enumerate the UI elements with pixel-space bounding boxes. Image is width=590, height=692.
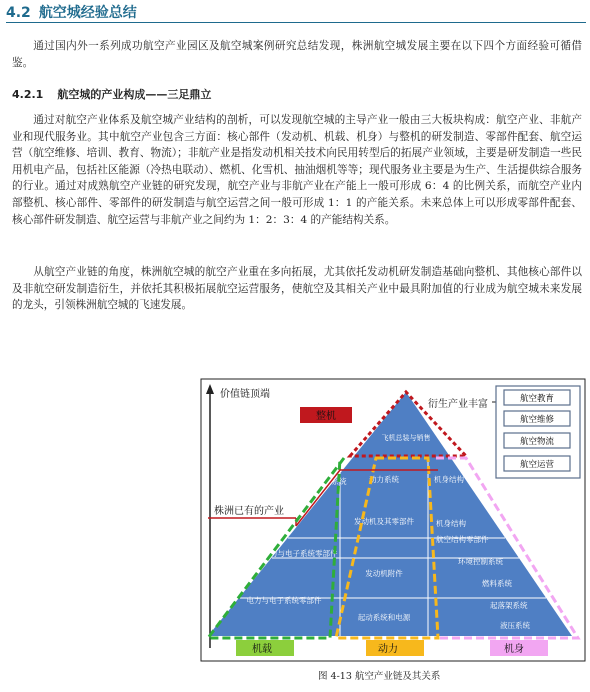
service-label: 航空运营 bbox=[519, 460, 555, 470]
service-label: 航空教育 bbox=[519, 394, 555, 404]
industry-chain-figure bbox=[200, 378, 586, 662]
right-label: 液压系统 bbox=[500, 621, 530, 630]
subsection-number: 4.2.1 bbox=[12, 88, 44, 101]
middle-label: 发动机及其零部件 bbox=[354, 517, 414, 526]
service-label: 航空维修 bbox=[519, 415, 555, 425]
jizai-label: 机载 bbox=[252, 644, 272, 655]
service-label: 航空物流 bbox=[519, 437, 555, 447]
left-label: 电力与电子系统零部件 bbox=[246, 596, 322, 605]
right-label: 起落架系统 bbox=[490, 601, 528, 610]
jishen-label: 机身 bbox=[504, 644, 524, 655]
zhengji-label: 整机 bbox=[316, 411, 336, 422]
apex-label: 飞机总装与销售 bbox=[381, 434, 431, 442]
subsection-heading bbox=[12, 86, 211, 102]
intro-paragraph: 通过国内外一系列成功航空产业园区及航空城案例研究总结发现，株洲航空城发展主要在以下四个方面经验可循借鉴。 bbox=[12, 40, 582, 69]
subsection-title: 航空城的产业构成——三足鼎立 bbox=[57, 88, 212, 101]
section-number: 4.2 bbox=[6, 5, 31, 21]
right-label: 机身结构 bbox=[434, 475, 464, 484]
section-heading bbox=[6, 2, 586, 23]
right-label: 机身结构 bbox=[436, 519, 466, 528]
right-label: 航空结构零部件 bbox=[436, 535, 489, 544]
right-label: 环境控制系统 bbox=[458, 557, 503, 566]
middle-label: 起动系统和电源 bbox=[357, 613, 411, 622]
derived-label: 衍生产业丰富 bbox=[428, 399, 488, 410]
section-title: 航空城经验总结 bbox=[38, 5, 137, 21]
body-paragraph-1: 通过对航空产业体系及航空城产业结构的剖析，可以发现航空城的主导产业一般由三大板块构成：航空产业、非航产业和现代服务业。其中航空产业包含三方面：核心部件（发动机、机载、机身）与整机的研发制造、零部件配套、航空运营（航空维修、培训、教育、物流）；非航产业是指发动机相关技术向民用转型后的拓展产业领域，主要是研发制造一些民用机电产品，包括社区能源（冷热电联动）、燃机、化雪机、抽油烟机等等；现代服务业主要是为生产、生活提供综合服务的行业。通过对成熟航空产业链的研究发现，航空产业与非航产业在产能上一般可形成 6：4 的比例关系，而航空产业内部整机、核心部件、零部件的研发制造与航空运营之间一般可形成 1：1 的产能关系。未来总体上可以形成零部件配套、核心部件研发制造、航空运营与非航产业之间约为 1：2：3：4 的产能结构关系。 bbox=[12, 114, 582, 226]
right-label: 燃料系统 bbox=[482, 579, 512, 588]
left-label: 航空电子系统 bbox=[301, 477, 347, 486]
left-label: 电力与电子系统零部件 bbox=[262, 549, 338, 558]
body-paragraph-2: 从航空产业链的角度，株洲航空城的航空产业重在多向拓展，尤其依托发动机研发制造基础向整机、其他核心部件以及非航空研发制造衍生，并依托其积极拓展航空运营服务，使航空及其相关产业中最具附加值的行业成为航空城未来发展的龙头，引领株洲航空城的飞速发展。 bbox=[12, 266, 582, 312]
middle-label: 发动机附件 bbox=[365, 569, 403, 578]
value-top-label: 价值链顶端 bbox=[220, 389, 270, 400]
existing-label: 株洲已有的产业 bbox=[214, 506, 284, 517]
middle-label: 动力系统 bbox=[369, 475, 399, 484]
figure-caption: 图 4-13 航空产业链及其关系 bbox=[318, 671, 441, 682]
dongli-label: 动力 bbox=[378, 644, 398, 655]
